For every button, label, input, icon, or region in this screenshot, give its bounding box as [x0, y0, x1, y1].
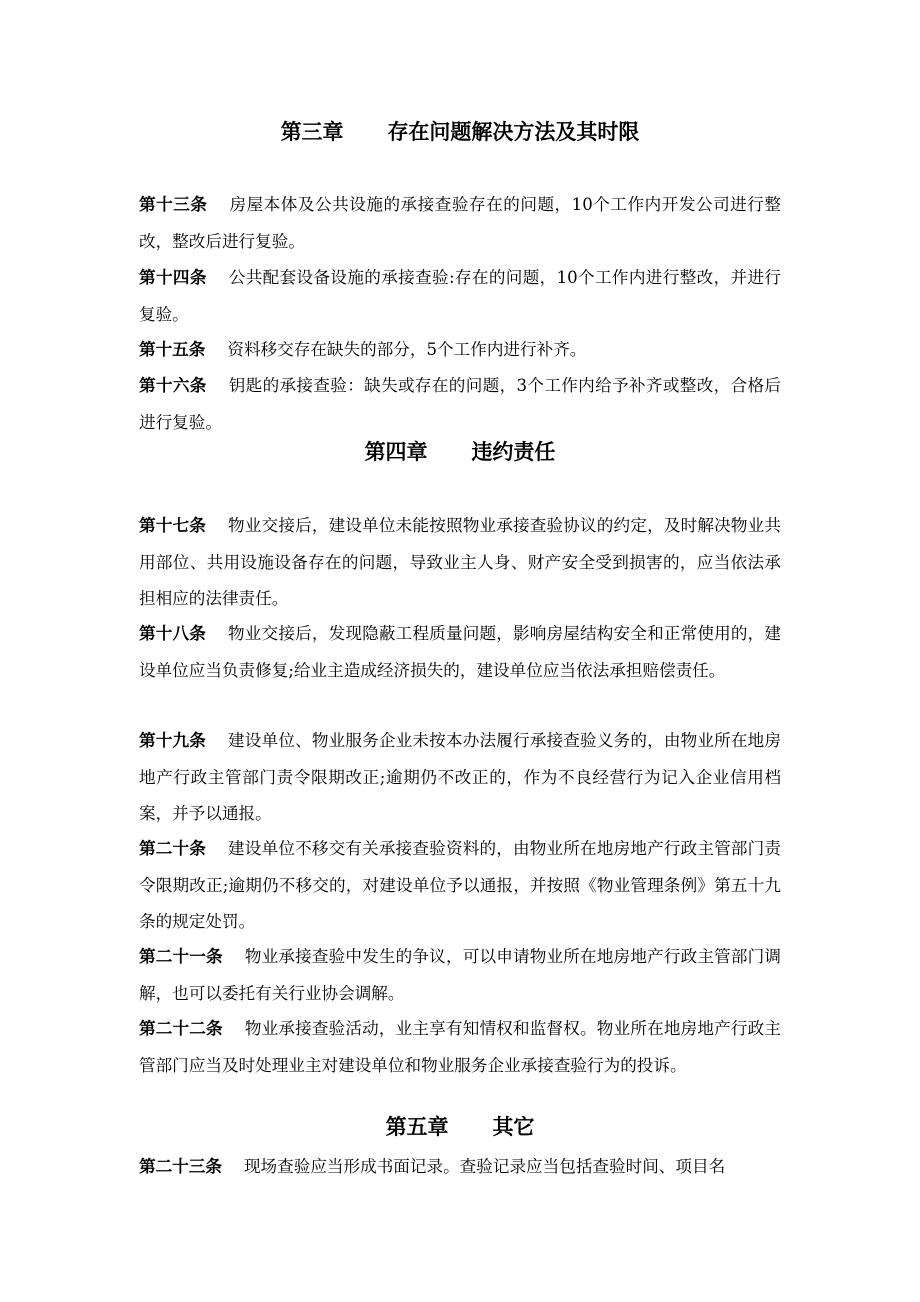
article-label: 第十三条 [139, 194, 208, 214]
article-text: 现场查验应当形成书面记录。查验记录应当包括查验时间、项目名 [243, 1157, 726, 1176]
article-text: 物业承接查验活动，业主享有知情权和监督权。物业所在地房地产行政主管部门应当及时处理业主对建设单位和物业服务企业承接查验行为的投诉。 [139, 1019, 782, 1075]
article-text: 物业交接后，发现隐蔽工程质量问题，影响房屋结构安全和正常使用的，建设单位应当负责修复;给业主造成经济损失的，建设单位应当依法承担赔偿责任。 [139, 624, 781, 680]
article-22 [139, 1010, 781, 1084]
chapter-heading-3: 第三章 存在问题解决方法及其时限 [280, 119, 640, 144]
article-18 [139, 615, 781, 689]
article-label: 第十九条 [139, 730, 207, 750]
article-text: 资料移交存在缺失的部分，5个工作内进行补齐。 [227, 340, 587, 359]
article-label: 第二十条 [139, 838, 207, 858]
article-text: 钥匙的承接查验：缺失或存在的问题，3个工作内给予补齐或整改，合格后进行复验。 [139, 376, 781, 432]
chapter-heading-5: 第五章 其它 [385, 1114, 535, 1139]
article-text: 物业承接查验中发生的争议，可以申请物业所在地房地产行政主管部门调解，也可以委托有关行业协会调解。 [139, 947, 782, 1003]
article-label: 第二十二条 [139, 1018, 223, 1038]
article-label: 第二十三条 [139, 1156, 222, 1176]
article-text: 物业交接后，建设单位未能按照物业承接查验协议的约定，及时解决物业共用部位、共用设施设备存在的问题，导致业主人身、财产安全受到损害的，应当依法承担相应的法律责任。 [139, 516, 781, 608]
chapter-heading-4: 第四章 违约责任 [364, 439, 556, 464]
article-16 [139, 367, 781, 441]
article-text: 建设单位不移交有关承接查验资料的，由物业所在地房地产行政主管部门责令限期改正;逾期仍不移交的，对建设单位予以通报，并按照《物业管理条例》第五十九条的规定处罚。 [139, 839, 781, 931]
article-label: 第十四条 [139, 267, 207, 287]
article-text: 房屋本体及公共设施的承接查验存在的问题，10个工作内开发公司进行整改，整改后进行复验。 [139, 195, 781, 251]
article-17 [139, 507, 781, 618]
article-text: 建设单位、物业服务企业未按本办法履行承接查验义务的，由物业所在地房地产行政主管部门责令限期改正;逾期仍不改正的，作为不良经营行为记入企业信用档案，并予以通报。 [139, 731, 781, 823]
article-label: 第十五条 [139, 339, 206, 359]
article-14 [139, 259, 781, 333]
article-21 [139, 938, 781, 1012]
article-label: 第十七条 [139, 515, 207, 535]
article-15 [139, 331, 781, 369]
article-20 [139, 830, 781, 941]
article-label: 第十六条 [139, 375, 207, 395]
article-text: 公共配套设备设施的承接查验:存在的问题，10个工作内进行整改，并进行复验。 [139, 268, 781, 324]
article-label: 第二十一条 [139, 946, 223, 966]
article-label: 第十八条 [139, 623, 207, 643]
article-13 [139, 186, 781, 260]
article-19 [139, 722, 781, 833]
article-23 [139, 1148, 781, 1186]
